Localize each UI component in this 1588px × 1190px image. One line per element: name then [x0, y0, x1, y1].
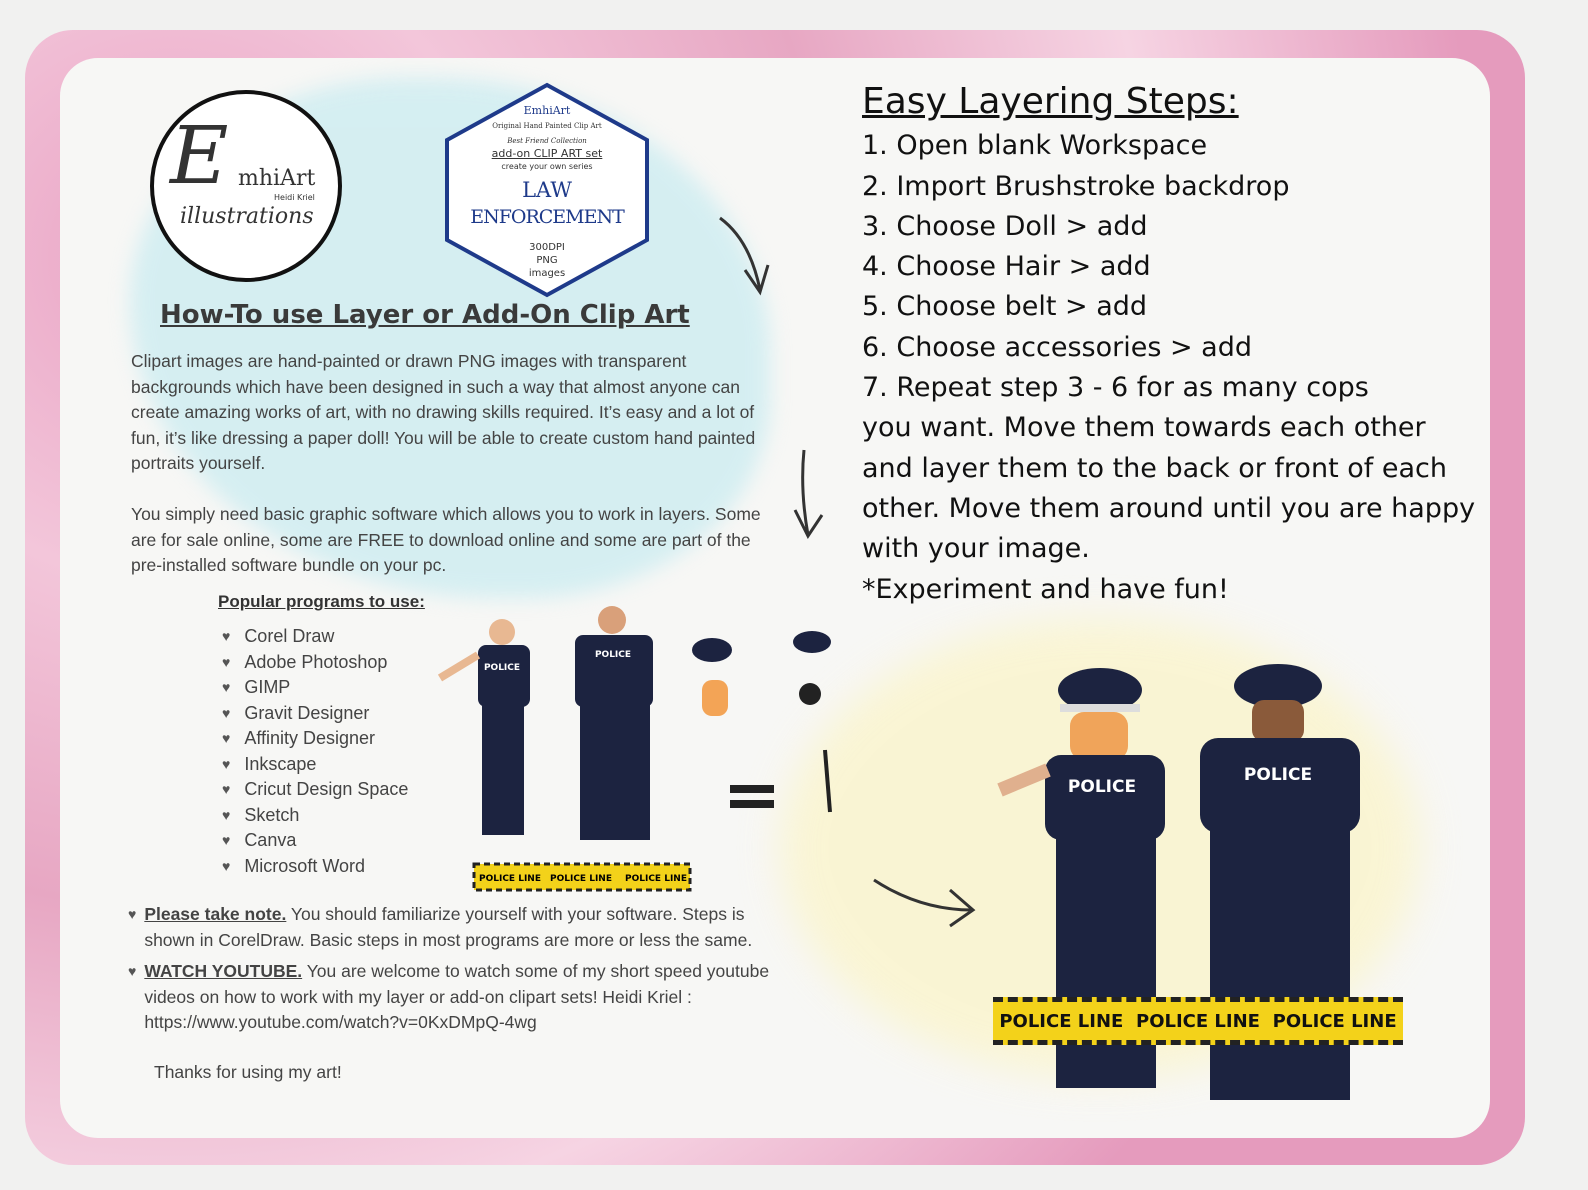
heart-bullet-icon: ♥	[222, 653, 231, 670]
doll-male-back	[575, 606, 653, 840]
page-heading: How-To use Layer or Add-On Clip Art	[160, 300, 690, 330]
logo-tagline: illustrations	[180, 204, 314, 229]
tape-label: POLICE LINE	[625, 874, 687, 884]
tape-label: POLICE LINE	[550, 874, 612, 884]
heart-bullet-icon: ♥	[128, 963, 137, 979]
step-line: 6. Choose accessories > add	[862, 331, 1252, 363]
badge-line1: Original Hand Painted Clip Art	[492, 122, 602, 130]
emhiart-logo	[150, 90, 342, 282]
list-item	[222, 752, 408, 778]
note-item	[128, 959, 778, 1036]
doll-female-back	[440, 619, 530, 835]
police-tape-large	[993, 997, 1403, 1045]
badge-title1: LAW	[522, 178, 572, 202]
heart-bullet-icon: ♥	[222, 857, 231, 874]
program-name: Affinity Designer	[244, 728, 376, 748]
shirt-label: POLICE	[1243, 765, 1313, 785]
product-badge	[444, 82, 650, 298]
programs-heading: Popular programs to use:	[218, 592, 425, 611]
heart-bullet-icon: ♥	[222, 755, 231, 772]
step-line: and layer them to the back or front of each	[862, 452, 1447, 484]
intro-paragraph: Clipart images are hand-painted or drawn PNG images with transparent backgrounds which have been designed in such a way that almost anyone can create amazing works of art, with no drawing skills required. It’s easy and a lot of fun, it’s like dressing a paper doll! You will be able to create custom hand painted portraits yourself.	[131, 351, 756, 473]
list-item	[222, 777, 408, 803]
logo-author: Heidi Kriel	[274, 193, 315, 202]
shirt-label: POLICE	[483, 663, 521, 673]
program-name: Cricut Design Space	[244, 779, 409, 799]
badge-set: add-on CLIP ART set	[491, 147, 603, 160]
list-item	[222, 650, 408, 676]
shirt-label: POLICE	[594, 650, 632, 660]
program-name: Gravit Designer	[244, 702, 370, 723]
step-line: 1. Open blank Workspace	[862, 130, 1208, 162]
badge-collection: Best Friend Collection	[507, 137, 587, 145]
badge-brand: EmhiArt	[523, 104, 571, 117]
note-text: You should familiarize yourself with your software. Steps is shown in CorelDraw. Basic steps in most programs are more or less the same.	[144, 904, 753, 950]
badge-spec3: images	[528, 268, 566, 279]
composed-police-illustration	[960, 660, 1420, 1125]
arrow-icon	[874, 880, 973, 926]
list-item	[222, 675, 408, 701]
step-line: other. Move them around until you are happy	[862, 492, 1476, 524]
list-item	[222, 624, 408, 650]
logo-name: mhiArt	[238, 166, 316, 191]
heart-bullet-icon: ♥	[222, 704, 231, 721]
arrow-icon	[795, 450, 822, 536]
heart-bullet-icon: ♥	[222, 832, 231, 848]
tape-label: POLICE LINE	[1136, 1010, 1260, 1032]
notes-section	[128, 902, 778, 1085]
step-line: 5. Choose belt > add	[862, 291, 1148, 323]
list-item	[222, 803, 408, 829]
program-name: GIMP	[244, 677, 291, 697]
logo-initial: E	[170, 109, 229, 202]
badge-sub: create your own series	[501, 162, 593, 171]
badge-title2: ENFORCEMENT	[470, 206, 624, 228]
note-label: Please take note.	[144, 904, 287, 924]
thanks-text: Thanks for using my art!	[154, 1061, 342, 1082]
step-line: with your image.	[862, 533, 1090, 565]
program-name: Sketch	[244, 804, 300, 825]
badge-spec1: 300DPI	[529, 242, 565, 253]
step-line: 3. Choose Doll > add	[862, 210, 1148, 242]
note-item	[128, 902, 778, 953]
list-item	[222, 854, 408, 880]
program-name: Microsoft Word	[244, 855, 366, 876]
list-item	[222, 726, 408, 752]
layering-steps	[862, 82, 1475, 610]
tape-label: POLICE LINE	[1272, 1010, 1397, 1032]
program-name: Canva	[244, 830, 297, 850]
heart-bullet-icon: ♥	[222, 628, 231, 644]
arrow-icon	[720, 218, 768, 292]
step-line: you want. Move them towards each other	[862, 412, 1426, 444]
step-line: 7. Repeat step 3 - 6 for as many cops	[862, 372, 1369, 404]
step-line: *Experiment and have fun!	[862, 573, 1229, 605]
programs-list	[222, 624, 408, 879]
heart-bullet-icon: ♥	[222, 679, 231, 695]
shirt-label: POLICE	[1067, 777, 1137, 797]
note-label: WATCH YOUTUBE.	[144, 961, 303, 981]
list-item	[222, 828, 408, 854]
step-line: 2. Import Brushstroke backdrop	[862, 170, 1290, 202]
badge-spec2: PNG	[536, 255, 558, 266]
program-name: Adobe Photoshop	[244, 651, 388, 672]
program-name: Inkscape	[244, 753, 317, 774]
heart-bullet-icon: ♥	[222, 781, 231, 797]
steps-title: Easy Layering Steps:	[862, 81, 1239, 122]
heart-bullet-icon: ♥	[128, 906, 137, 922]
heart-bullet-icon: ♥	[222, 806, 231, 823]
heart-bullet-icon: ♥	[222, 730, 231, 746]
software-paragraph: You simply need basic graphic software which allows you to work in layers. Some are for sale online, some are FREE to download online and some are part of the pre-installed software bundle on your pc.	[131, 504, 761, 575]
list-item	[222, 701, 408, 727]
note-text: You are welcome to watch some of my short speed youtube videos on how to work with my layer or add-on clipart sets! Heidi Kriel : https://www.youtube.com/watch?v=0KxDMpQ-4wg	[144, 961, 770, 1032]
tape-label: POLICE LINE	[479, 874, 541, 884]
tape-label: POLICE LINE	[999, 1010, 1124, 1032]
step-line: 4. Choose Hair > add	[862, 251, 1151, 283]
program-name: Corel Draw	[244, 626, 335, 646]
